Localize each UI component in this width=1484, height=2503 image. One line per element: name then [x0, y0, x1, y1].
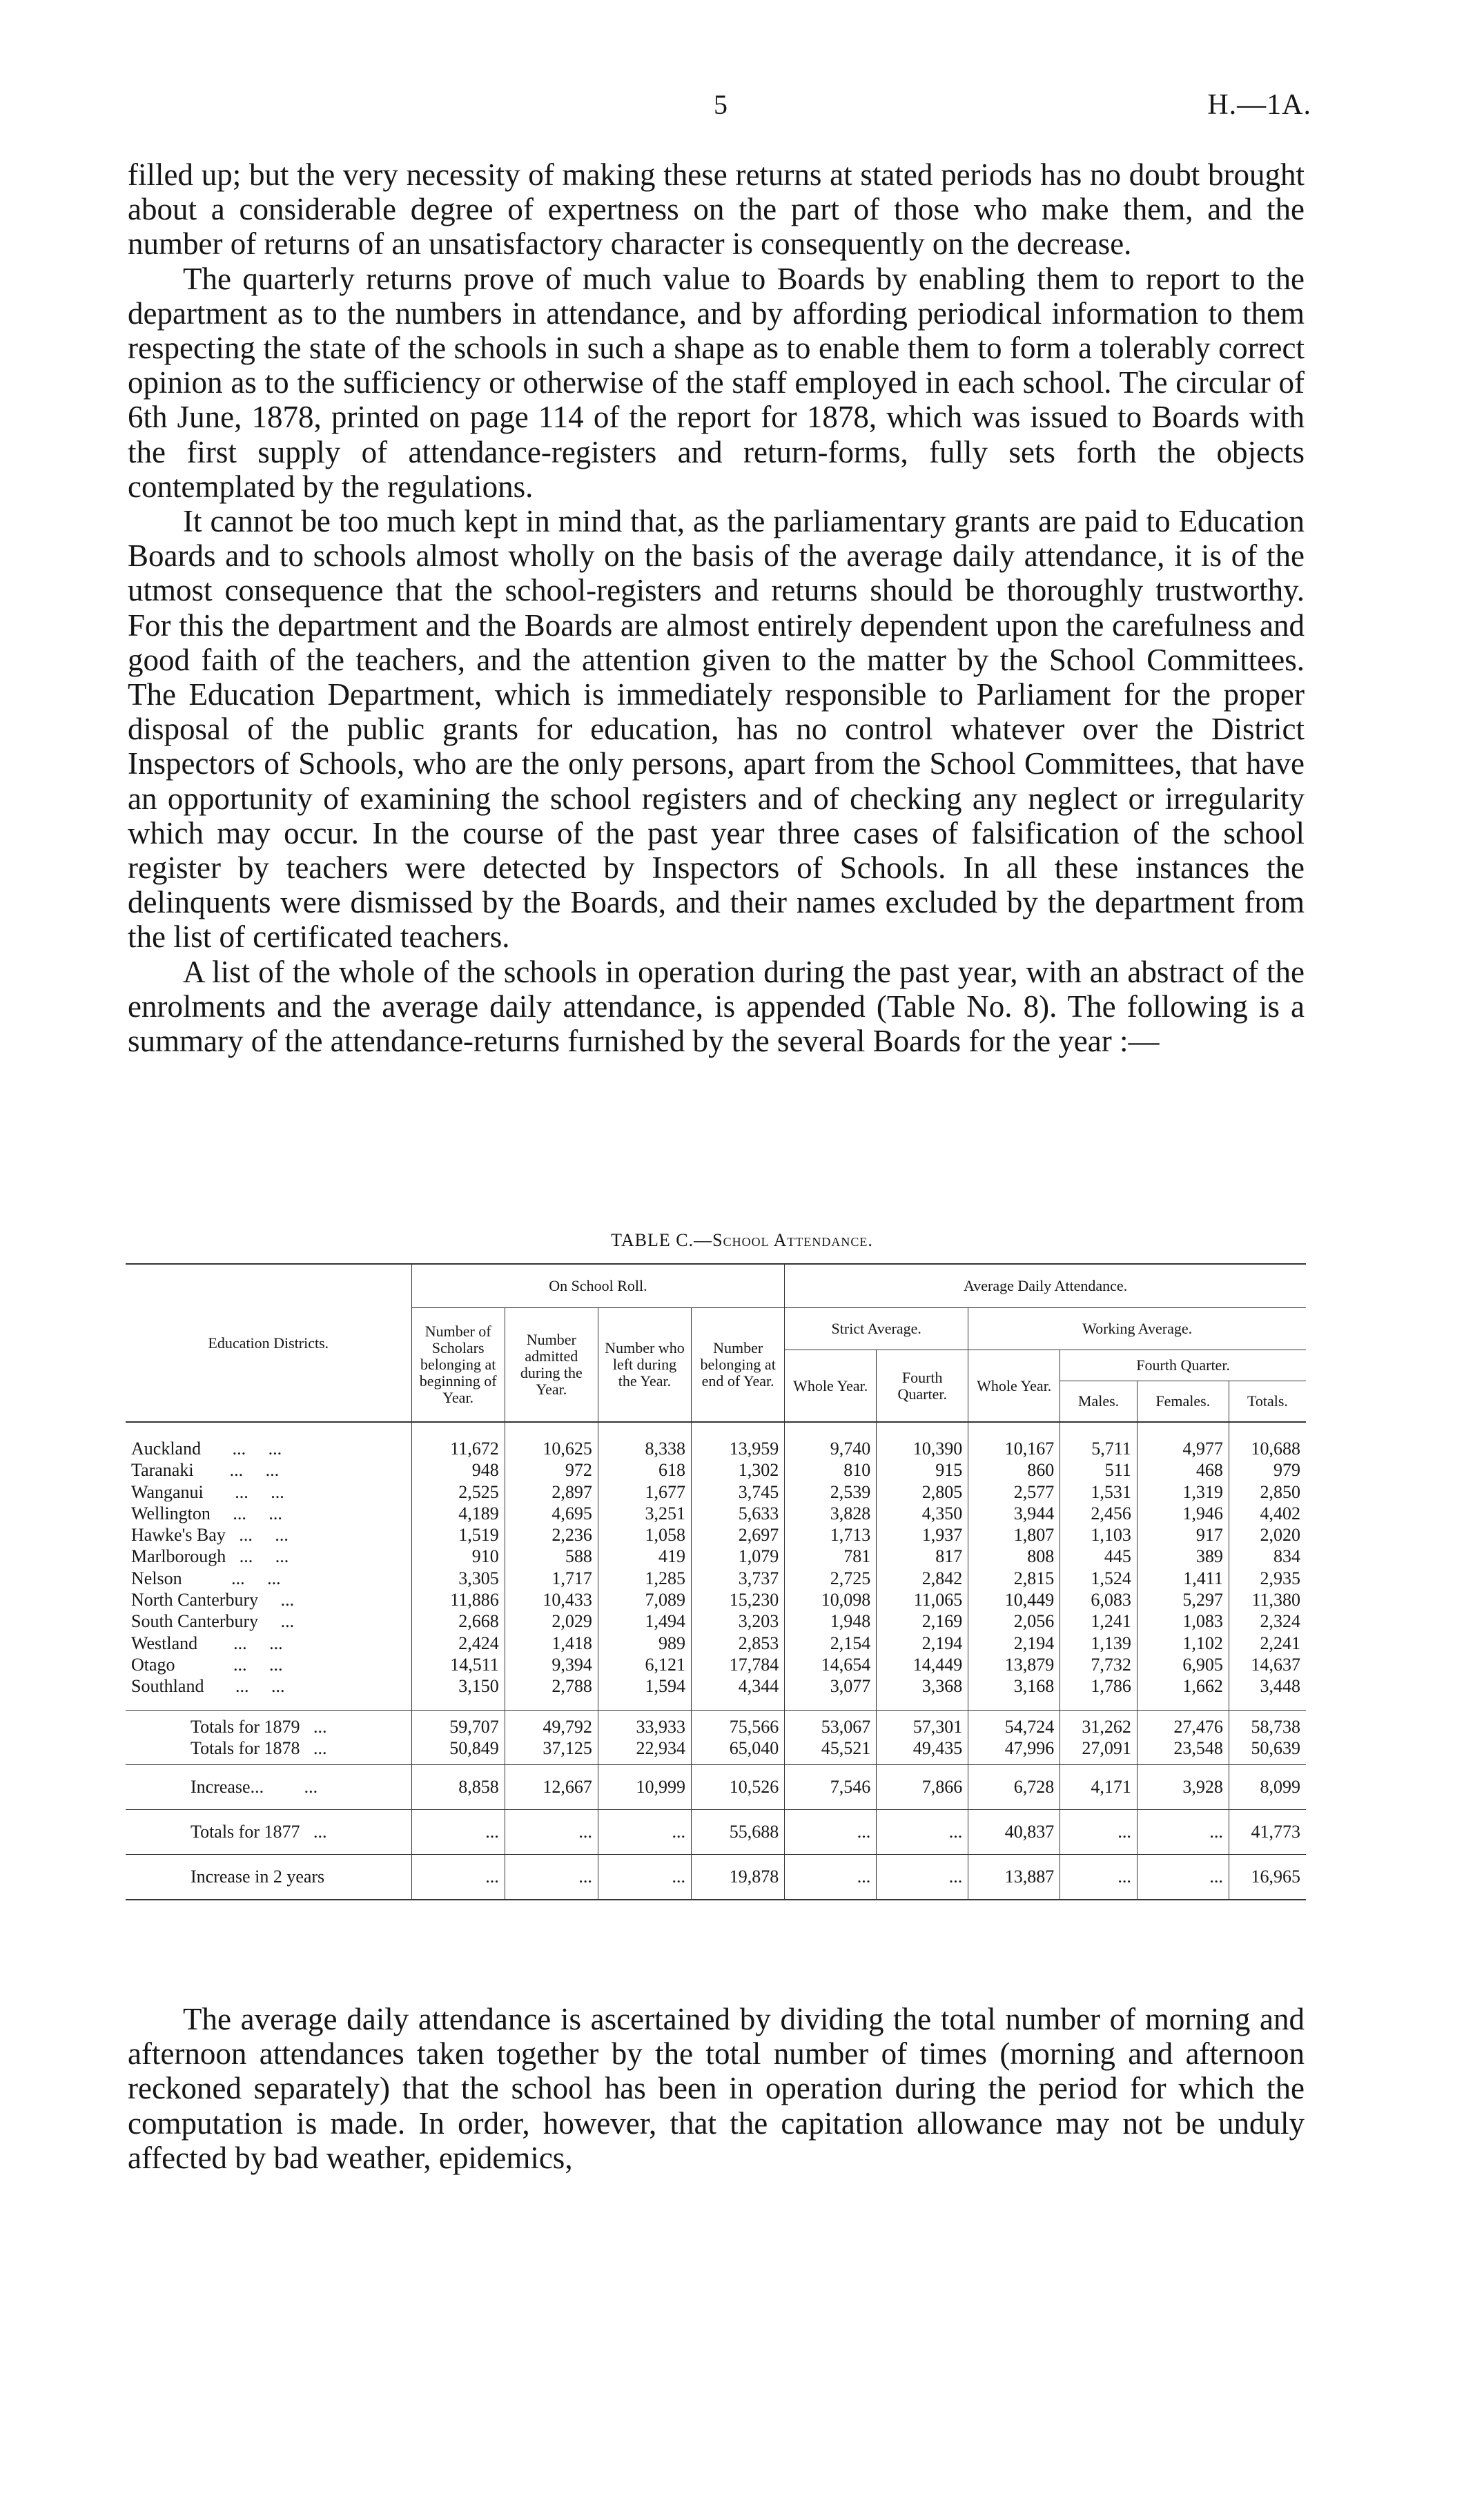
table-cell: 1,948 — [785, 1610, 877, 1632]
table-cell: 1,937 — [877, 1524, 968, 1546]
table-cell: 13,959 — [692, 1422, 785, 1459]
header-on-school-roll: On School Roll. — [411, 1264, 785, 1308]
table-cell: 834 — [1229, 1546, 1306, 1567]
table-cell: 14,637 — [1229, 1654, 1306, 1675]
table-cell: 10,390 — [877, 1422, 968, 1459]
closing-text — [128, 2002, 1305, 2175]
district-name: Hawke's Bay ... ... — [131, 1525, 289, 1546]
table-cell: 3,448 — [1229, 1675, 1306, 1710]
table-cell: 13,887 — [968, 1854, 1060, 1900]
district-name: Nelson ... ... — [131, 1568, 281, 1588]
table-cell: 3,077 — [785, 1675, 877, 1710]
table-cell: 49,792 — [505, 1710, 598, 1737]
table-cell: 11,672 — [411, 1422, 505, 1459]
table-row — [126, 1654, 1306, 1675]
paragraph-1: filled up; but the very necessity of making these returns at stated periods has no doubt brought about a considerable degree of expertness on the part of those who make them, and the number of returns of an unsatisfactory character is consequently on the decrease. — [128, 157, 1305, 262]
table-cell: 419 — [598, 1546, 691, 1567]
table-cell: 1,285 — [598, 1568, 691, 1589]
table-cell: 2,169 — [877, 1610, 968, 1632]
header-left: Number who left during the Year. — [598, 1308, 691, 1423]
district-rows — [126, 1422, 1306, 1710]
table-cell: ... — [785, 1854, 877, 1900]
table-cell: 7,089 — [598, 1589, 691, 1610]
table-cell: 1,662 — [1137, 1675, 1229, 1710]
table-cell: 22,934 — [598, 1737, 691, 1765]
table-cell: 2,697 — [692, 1524, 785, 1546]
table-cell: 979 — [1229, 1459, 1306, 1481]
table-cell: 1,677 — [598, 1481, 691, 1503]
increase-2-years-row — [126, 1854, 1306, 1900]
table-cell: 917 — [1137, 1524, 1229, 1546]
table-cell: 7,866 — [877, 1764, 968, 1809]
table-cell: 2,020 — [1229, 1524, 1306, 1546]
paragraph-4: A list of the whole of the schools in operation during the past year, with an abstract of the enrolments and the average daily attendance, is appended (Table No. 8). The following is a summary of the attendance-returns furnished by the several Boards for the year :— — [128, 954, 1305, 1059]
school-attendance-table — [126, 1263, 1306, 1900]
table-cell: 1,139 — [1060, 1633, 1138, 1654]
table-cell: ... — [505, 1854, 598, 1900]
table-row — [126, 1589, 1306, 1610]
table-cell: 47,996 — [968, 1737, 1060, 1765]
table-cell: 948 — [411, 1459, 505, 1481]
table-row — [126, 1633, 1306, 1654]
table-cell: 3,828 — [785, 1503, 877, 1524]
table-cell: 2,424 — [411, 1633, 505, 1654]
table-cell: 1,594 — [598, 1675, 691, 1710]
table-cell: 810 — [785, 1459, 877, 1481]
row-label: Totals for 1877 ... — [126, 1809, 411, 1854]
table-cell: 27,476 — [1137, 1710, 1229, 1737]
table-cell: 6,905 — [1137, 1654, 1229, 1675]
table-cell: 57,301 — [877, 1710, 968, 1737]
table-cell: 17,784 — [692, 1654, 785, 1675]
table-cell: 53,067 — [785, 1710, 877, 1737]
table-cell: 1,418 — [505, 1633, 598, 1654]
table-cell: 3,368 — [877, 1675, 968, 1710]
table-cell: 3,745 — [692, 1481, 785, 1503]
table-cell: 19,878 — [692, 1854, 785, 1900]
table-cell: 1,786 — [1060, 1675, 1138, 1710]
table-cell: 50,639 — [1229, 1737, 1306, 1765]
table-cell: 65,040 — [692, 1737, 785, 1765]
table-cell: 511 — [1060, 1459, 1138, 1481]
paragraph-3: It cannot be too much kept in mind that, as the parliamentary grants are paid to Education Boards and to schools almost wholly on the basis of the average daily attendance, it is of the utmost consequence that the school-registers and returns should be thoroughly trustworthy. For this the department and the Boards are almost entirely dependent upon the carefulness and good faith of the teachers, and the attention given to the matter by the School Committees. The Education Department, which is immediately responsible to Parliament for the proper disposal of the public grants for education, has no control whatever over the District Inspectors of Schools, who are the only persons, apart from the School Committees, that have an opportunity of examining the school registers and of checking any neglect or irregularity which may occur. In the course of the past year three cases of falsification of the school register by teachers were detected by Inspectors of Schools. In all these instances the delinquents were dismissed by the Boards, and their names excluded by the department from the list of certificated teachers. — [128, 504, 1305, 955]
body-text — [128, 157, 1305, 1058]
table-cell: 618 — [598, 1459, 691, 1481]
table-cell: ... — [877, 1854, 968, 1900]
table-cell: ... — [877, 1809, 968, 1854]
table-cell: 14,654 — [785, 1654, 877, 1675]
header-males: Males. — [1060, 1381, 1138, 1423]
table-cell: 10,999 — [598, 1764, 691, 1809]
table-cell: 4,977 — [1137, 1422, 1229, 1459]
table-cell: 10,625 — [505, 1422, 598, 1459]
header-strict-fourth: Fourth Quarter. — [877, 1350, 968, 1423]
table-cell: 23,548 — [1137, 1737, 1229, 1765]
table-cell: ... — [411, 1854, 505, 1900]
table-cell: 5,711 — [1060, 1422, 1138, 1459]
table-cell: 3,944 — [968, 1503, 1060, 1524]
district-name: Otago ... ... — [131, 1654, 283, 1675]
header-fourth-quarter: Fourth Quarter. — [1060, 1350, 1306, 1381]
district-name: North Canterbury ... — [131, 1590, 295, 1610]
table-cell: 10,433 — [505, 1589, 598, 1610]
table-cell: 1,411 — [1137, 1568, 1229, 1589]
table-cell: 4,695 — [505, 1503, 598, 1524]
table-cell: 468 — [1137, 1459, 1229, 1481]
header-average-daily-attendance: Average Daily Attendance. — [785, 1264, 1306, 1308]
table-cell: 12,667 — [505, 1764, 598, 1809]
table-cell: 3,305 — [411, 1568, 505, 1589]
table-cell: 3,150 — [411, 1675, 505, 1710]
table-cell: 9,740 — [785, 1422, 877, 1459]
table-cell: 7,546 — [785, 1764, 877, 1809]
table-cell: 2,788 — [505, 1675, 598, 1710]
district-name: Taranaki ... ... — [131, 1460, 280, 1481]
header-strict-average: Strict Average. — [785, 1308, 968, 1350]
header-working-average: Working Average. — [968, 1308, 1306, 1350]
increase-row — [126, 1764, 1306, 1809]
table-row — [126, 1524, 1306, 1546]
table-cell: 808 — [968, 1546, 1060, 1567]
closing-paragraph: The average daily attendance is ascertained by dividing the total number of morning and afternoon attendances taken together by the total number of times (morning and afternoon reckoned separately) that the school has been in operation during the period for which the computation is made. In order, however, that the capitation allowance may not be unduly affected by bad weather, epidemics, — [128, 2002, 1305, 2175]
table-cell: 445 — [1060, 1546, 1138, 1567]
district-name: Westland ... ... — [131, 1633, 283, 1653]
table-cell: 49,435 — [877, 1737, 968, 1765]
table-cell: 2,815 — [968, 1568, 1060, 1589]
table-cell: 1,319 — [1137, 1481, 1229, 1503]
table-cell: ... — [785, 1809, 877, 1854]
table-cell: 31,262 — [1060, 1710, 1138, 1737]
table-cell: 2,668 — [411, 1610, 505, 1632]
district-name: Auckland ... ... — [131, 1439, 282, 1459]
table-cell: 1,524 — [1060, 1568, 1138, 1589]
table-cell: 10,098 — [785, 1589, 877, 1610]
table-title-caps: School Attendance. — [712, 1230, 873, 1250]
table-cell: 4,189 — [411, 1503, 505, 1524]
table-cell: 11,380 — [1229, 1589, 1306, 1610]
table-cell: 14,449 — [877, 1654, 968, 1675]
table-cell: 910 — [411, 1546, 505, 1567]
district-name: South Canterbury ... — [131, 1611, 295, 1632]
table-cell: 1,083 — [1137, 1610, 1229, 1632]
totals-1877-row — [126, 1809, 1306, 1854]
header-end: Number belonging at end of Year. — [692, 1308, 785, 1423]
table-cell: 4,402 — [1229, 1503, 1306, 1524]
table-cell: 2,853 — [692, 1633, 785, 1654]
table-cell: 2,324 — [1229, 1610, 1306, 1632]
table-cell: 14,511 — [411, 1654, 505, 1675]
table-cell: 8,858 — [411, 1764, 505, 1809]
table-row — [126, 1546, 1306, 1567]
row-label: Increase... ... — [126, 1764, 411, 1809]
table-cell: 1,302 — [692, 1459, 785, 1481]
table-cell: 54,724 — [968, 1710, 1060, 1737]
table-cell: 1,946 — [1137, 1503, 1229, 1524]
table-cell: 59,707 — [411, 1710, 505, 1737]
table-cell: 58,738 — [1229, 1710, 1306, 1737]
table-cell: 2,194 — [968, 1633, 1060, 1654]
table-cell: 4,171 — [1060, 1764, 1138, 1809]
header-districts: Education Districts. — [126, 1264, 411, 1422]
header-strict-whole: Whole Year. — [785, 1350, 877, 1423]
table-cell: 1,713 — [785, 1524, 877, 1546]
table-cell: 3,251 — [598, 1503, 691, 1524]
table-cell: 8,338 — [598, 1422, 691, 1459]
table-cell: ... — [505, 1809, 598, 1854]
row-label: Totals for 1879 ... — [126, 1710, 411, 1737]
table-cell: 4,344 — [692, 1675, 785, 1710]
table-cell: 6,121 — [598, 1654, 691, 1675]
table-cell: 10,526 — [692, 1764, 785, 1809]
table-cell: 16,965 — [1229, 1854, 1306, 1900]
table-cell: 1,807 — [968, 1524, 1060, 1546]
table-cell: ... — [1060, 1854, 1138, 1900]
table-cell: 40,837 — [968, 1809, 1060, 1854]
table-cell: 817 — [877, 1546, 968, 1567]
table-cell: 10,449 — [968, 1589, 1060, 1610]
page-number: 5 — [714, 89, 728, 120]
table-cell: 781 — [785, 1546, 877, 1567]
table-cell: 588 — [505, 1546, 598, 1567]
paragraph-2: The quarterly returns prove of much value to Boards by enabling them to report to the department as to the numbers in attendance, and by affording periodical information to them respecting the state of the schools in such a shape as to enable them to form a tolerably correct opinion as to the sufficiency or otherwise of the staff employed in each school. The circular of 6th June, 1878, printed on page 114 of the report for 1878, which was issued to Boards with the first supply of attendance-registers and return-forms, fully sets forth the objects contemplated by the regulations. — [128, 261, 1305, 504]
table-cell: 5,633 — [692, 1503, 785, 1524]
table-cell: 2,842 — [877, 1568, 968, 1589]
table-cell: 2,577 — [968, 1481, 1060, 1503]
table-cell: 2,056 — [968, 1610, 1060, 1632]
table-cell: ... — [1060, 1809, 1138, 1854]
table-cell: ... — [1137, 1854, 1229, 1900]
table-cell: 55,688 — [692, 1809, 785, 1854]
table-cell: 915 — [877, 1459, 968, 1481]
table-cell: 15,230 — [692, 1589, 785, 1610]
table-cell: 6,083 — [1060, 1589, 1138, 1610]
district-name: Southland ... ... — [131, 1676, 285, 1697]
row-label: Totals for 1878 ... — [191, 1737, 327, 1758]
table-cell: 2,154 — [785, 1633, 877, 1654]
table-cell: 5,297 — [1137, 1589, 1229, 1610]
table-cell: 1,103 — [1060, 1524, 1138, 1546]
header-females: Females. — [1137, 1381, 1229, 1423]
table-row — [126, 1481, 1306, 1503]
table-cell: 2,525 — [411, 1481, 505, 1503]
table-cell: 50,849 — [411, 1737, 505, 1765]
table-cell: ... — [1137, 1809, 1229, 1854]
table-cell: 972 — [505, 1459, 598, 1481]
table-cell: 2,539 — [785, 1481, 877, 1503]
table-cell: 389 — [1137, 1546, 1229, 1567]
table-row — [126, 1422, 1306, 1459]
table-cell: 33,933 — [598, 1710, 691, 1737]
table-cell: 2,194 — [877, 1633, 968, 1654]
table-cell: 3,928 — [1137, 1764, 1229, 1809]
totals-1879-row — [126, 1710, 1306, 1737]
header-admitted: Number admitted during the Year. — [505, 1308, 598, 1423]
table-cell: 1,494 — [598, 1610, 691, 1632]
table-row — [126, 1503, 1306, 1524]
table-cell: 2,805 — [877, 1481, 968, 1503]
table-cell: ... — [411, 1809, 505, 1854]
document-reference: H.—1A. — [1207, 89, 1311, 121]
table-cell: 8,099 — [1229, 1764, 1306, 1809]
table-cell: 3,203 — [692, 1610, 785, 1632]
summary-rows — [126, 1710, 1306, 1900]
table-cell: 1,241 — [1060, 1610, 1138, 1632]
table-cell: 1,058 — [598, 1524, 691, 1546]
table-row — [126, 1610, 1306, 1632]
table-cell: 1,519 — [411, 1524, 505, 1546]
table-cell: 9,394 — [505, 1654, 598, 1675]
district-name: Marlborough ... ... — [131, 1546, 289, 1567]
table-cell: 2,850 — [1229, 1481, 1306, 1503]
district-name: Wanganui ... ... — [131, 1481, 284, 1502]
table-cell: 2,725 — [785, 1568, 877, 1589]
table-title — [0, 1230, 1484, 1251]
table-cell: 13,879 — [968, 1654, 1060, 1675]
table-cell: 4,350 — [877, 1503, 968, 1524]
row-label: Increase in 2 years — [126, 1854, 411, 1900]
table-cell: 2,456 — [1060, 1503, 1138, 1524]
totals-1878-row — [126, 1737, 1306, 1765]
page-header — [0, 88, 1484, 130]
table-cell: 3,168 — [968, 1675, 1060, 1710]
table-cell: 1,079 — [692, 1546, 785, 1567]
table-cell: 1,102 — [1137, 1633, 1229, 1654]
table-cell: 7,732 — [1060, 1654, 1138, 1675]
table-row — [126, 1568, 1306, 1589]
table-cell: 2,241 — [1229, 1633, 1306, 1654]
table-cell: ... — [598, 1854, 691, 1900]
table-cell: 860 — [968, 1459, 1060, 1481]
table-title-prefix: TABLE C.— — [611, 1230, 713, 1250]
table-cell: 37,125 — [505, 1737, 598, 1765]
table-cell: 2,935 — [1229, 1568, 1306, 1589]
table-cell: 6,728 — [968, 1764, 1060, 1809]
table-cell: 10,167 — [968, 1422, 1060, 1459]
district-name: Wellington ... ... — [131, 1503, 282, 1523]
table-row — [126, 1675, 1306, 1710]
table-cell: 10,688 — [1229, 1422, 1306, 1459]
header-totals: Totals. — [1229, 1381, 1306, 1423]
table-cell: 27,091 — [1060, 1737, 1138, 1765]
table-cell: 45,521 — [785, 1737, 877, 1765]
table-cell: 41,773 — [1229, 1809, 1306, 1854]
table-cell: 11,886 — [411, 1589, 505, 1610]
table-cell: 11,065 — [877, 1589, 968, 1610]
table-cell: 1,717 — [505, 1568, 598, 1589]
table-cell: 75,566 — [692, 1710, 785, 1737]
table-cell: 2,029 — [505, 1610, 598, 1632]
table-cell: 1,531 — [1060, 1481, 1138, 1503]
table-cell: 3,737 — [692, 1568, 785, 1589]
table-cell: 2,897 — [505, 1481, 598, 1503]
table-cell: 989 — [598, 1633, 691, 1654]
header-working-whole: Whole Year. — [968, 1350, 1060, 1423]
table-row — [126, 1459, 1306, 1481]
table-cell: 2,236 — [505, 1524, 598, 1546]
table-cell: ... — [598, 1809, 691, 1854]
header-beginning: Number of Scholars belonging at beginning of Year. — [411, 1308, 505, 1423]
